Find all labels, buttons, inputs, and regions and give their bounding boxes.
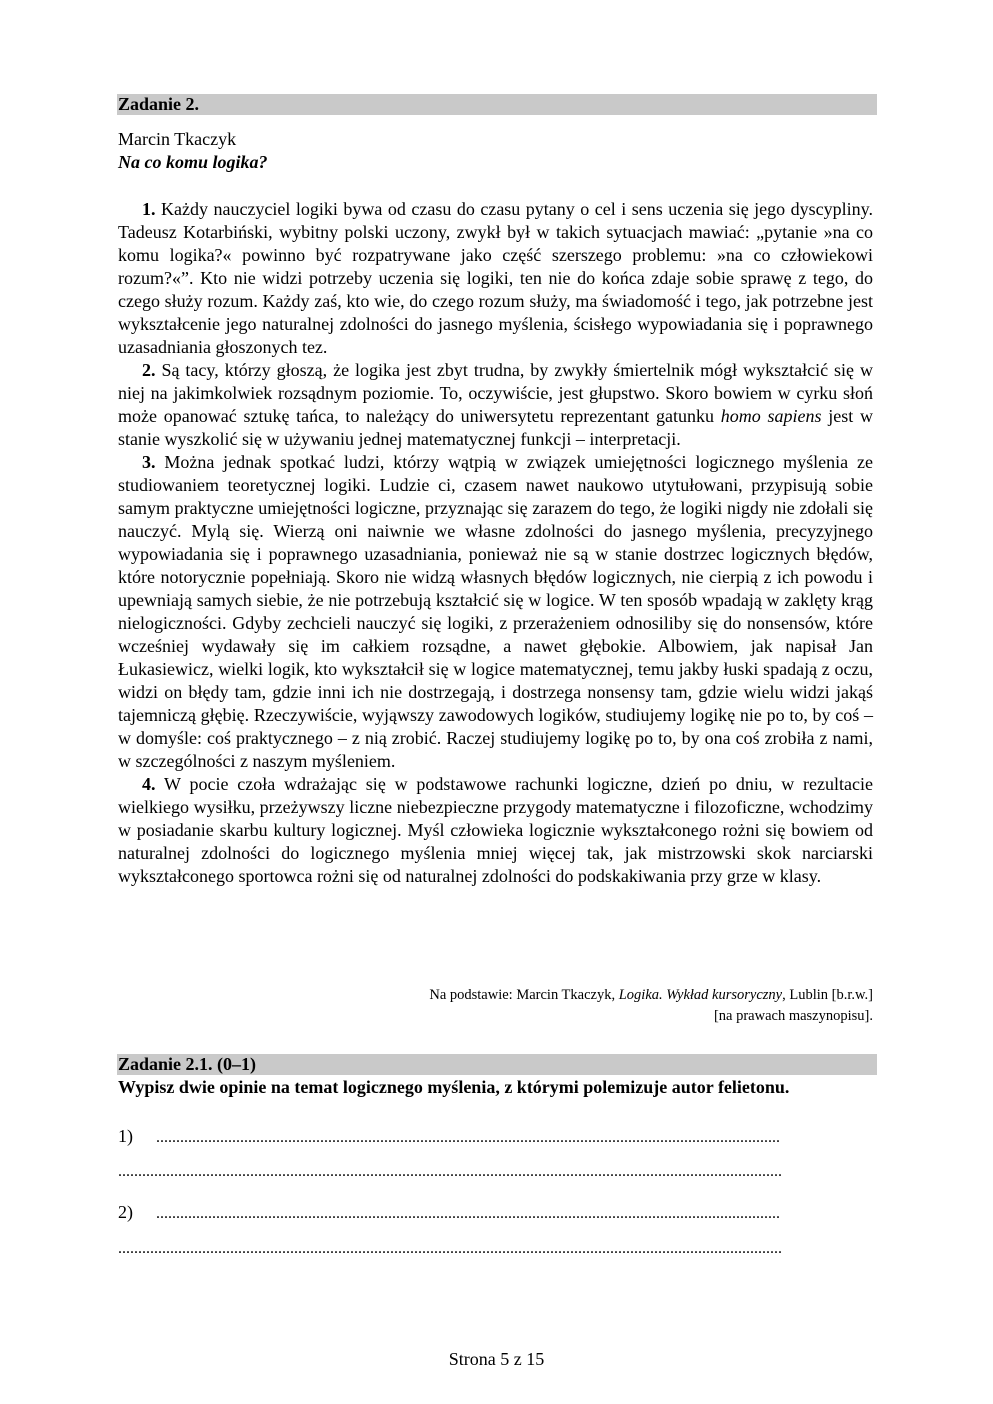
paragraph-italic: homo sapiens (720, 406, 822, 426)
answer-line-1[interactable] (118, 1126, 870, 1148)
answer-line-1-continued[interactable] (118, 1162, 870, 1182)
task-question: Wypisz dwie opinie na temat logicznego myślenia, z którymi polemizuje autor felietonu. (118, 1077, 790, 1097)
paragraph-4 (118, 773, 873, 888)
section-header: Zadanie 2. (117, 94, 877, 115)
source-line-2: [na prawach maszynopisu]. (713, 1008, 873, 1024)
answer-dots: ...................................................................................................................................................................... (118, 1163, 782, 1180)
paragraph-number: 4. (142, 774, 156, 794)
page-number: Strona 5 z 15 (448, 1349, 545, 1369)
paragraph-2 (118, 359, 873, 451)
answer-label: 2) (118, 1202, 133, 1222)
paragraph-1 (118, 198, 873, 359)
paragraph-number: 2. (142, 360, 156, 380)
answer-line-2-continued[interactable] (118, 1239, 870, 1259)
answer-dots: ...................................................................................................................................................................... (118, 1240, 782, 1257)
answer-label: 1) (118, 1126, 133, 1146)
source-citation (429, 985, 873, 1027)
answer-dots: ............................................................................................................................................................ (156, 1205, 780, 1222)
source-suffix: , Lublin [b.r.w.] (782, 987, 873, 1003)
paragraph-text: W pocie czoła wdrażając się w podstawowe rachunki logiczne, dzień po dniu, w rezultacie wielkiego wysiłku, przeżywszy liczne niebezpieczne przygody matematyczne i filozoficzne, wchodzimy w posiadanie skarbu kultury logicznej. Myśl człowieka logicznie wykształconego rożni się bowiem od naturalnej zdolności do logicznego myślenia mniej więcej tak, jak mistrzowski skok narciarski wykształconego sportowca rożni się od naturalnej zdolności do podskakiwania przy grze w klasy. (118, 774, 873, 886)
article-title: Na co komu logika? (118, 152, 268, 172)
paragraph-number: 3. (142, 452, 156, 472)
paragraph-text: Są tacy, którzy głoszą, że logika jest zbyt trudna, by zwykły śmiertelnik mógł wykształcić się w niej na jakimkolwiek rozsądnym poziomie. To, oczywiście, jest głupstwo. Skoro bowiem w cyrku słoń może opanować sztukę tańca, to należący do uniwersytetu reprezentant gatunku (118, 360, 873, 426)
paragraph-text: Każdy nauczyciel logiki bywa od czasu do czasu pytany o cel i sens uczenia się jego dyscypliny. Tadeusz Kotarbiński, wybitny polski uczony, zwykł był w takich sytuacjach mawiać: „pytanie »na co komu logika?« powinno być rozpatrywane jako część szerszego problemu: »na co człowiekowi rozum?«”. Kto nie widzi potrzeby uczenia się logiki, ten nie do końca zdaje sobie sprawę z tego, do czego służy rozum. Każdy zaś, kto wie, do czego rozum służy, ma świadomość i tego, jak potrzebne jest wykształcenie jego naturalnej zdolności do jasnego myślenia, ścisłego wypowiadania się i poprawnego uzasadniania głoszonych tez. (118, 199, 873, 357)
answer-line-2[interactable] (118, 1202, 870, 1224)
paragraph-3 (118, 451, 873, 773)
source-title: Logika. Wykład kursoryczny (618, 987, 783, 1003)
answer-dots: ............................................................................................................................................................ (156, 1129, 780, 1146)
paragraph-number: 1. (142, 199, 156, 219)
task-header: Zadanie 2.1. (0–1) (117, 1054, 877, 1075)
source-prefix: Na podstawie: Marcin Tkaczyk, (429, 987, 619, 1003)
paragraph-text: Można jednak spotkać ludzi, którzy wątpią w związek umiejętności logicznego myślenia ze studiowaniem teoretycznej logiki. Ludzie ci, czasem nawet naukowo utytułowani, przypisują sobie samym praktyczne umiejętności logiczne, przyznając się zarazem do tego, że logiki nigdy nie zdołali się nauczyć. Mylą się. Wierzą oni naiwnie we własne zdolności do jasnego myślenia, precyzyjnego wypowiadania się i poprawnego uzasadniania, ponieważ nie są w stanie dostrzec logicznych błędów, które notorycznie popełniają. Skoro nie widzą własnych błędów logicznych, nie cierpią z ich powodu i upewniają samych siebie, że nie potrzebują kształcić się w logice. W ten sposób wpadają w zaklęty krąg nielogiczności. Gdyby zechcieli nauczyć się logiki, z przerażeniem odnosiliby się do nonsensów, które wcześniej wydawały się im całkiem rozsądne, a nawet głębokie. Albowiem, jak napisał Jan Łukasiewicz, wielki logik, kto wykształcił się w logice matematycznej, temu jakby łuski spadają z oczu, widzi on błędy tam, gdzie inni ich nie dostrzegają, i dostrzega nonsensy tam, gdzie wielu widzi jakąś tajemniczą głębię. Rzeczywiście, wyjąwszy zawodowych logików, studiujemy logikę nie po to, by coś – w domyśle: coś praktycznego – z nią zrobić. Raczej studiujemy logikę po to, by ona coś zrobiła z nami, w szczególności z naszym myśleniem. (118, 452, 873, 771)
source-line-1 (429, 985, 873, 1006)
article-author: Marcin Tkaczyk (118, 129, 237, 149)
paragraph-text: jest w stanie wyszkolić się w używaniu jednej matematycznej funkcji – interpretacji. (118, 406, 873, 449)
article-body (118, 198, 873, 888)
